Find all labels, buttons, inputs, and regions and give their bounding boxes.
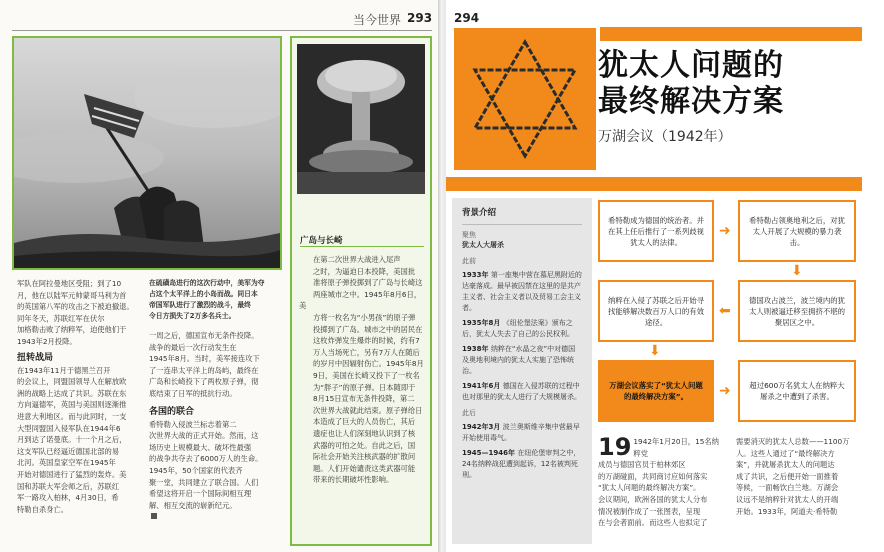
body-column-2 xyxy=(736,436,862,517)
sidebar-line: 本造成了巨大的人员伤亡，其后 xyxy=(313,417,416,427)
column-2-paragraph-2 xyxy=(149,419,279,512)
event-year: 1933年 xyxy=(462,271,491,279)
sidebar-line: 8月15日宣布无条件投降，第二 xyxy=(313,394,415,404)
title-top-bar xyxy=(600,27,862,41)
star-of-david-icon xyxy=(454,28,596,170)
text-line: 方向逼德军，英国与美国则逐渐推 xyxy=(17,400,127,410)
event-text: 德国在入侵苏联的过程中也对那里的犹太人进行了大规模屠杀。 xyxy=(462,382,581,401)
text-line: 在与会者面前。而这些人也拟定了 xyxy=(598,518,708,528)
subtitle: 万湖会议（1942年） xyxy=(598,129,732,145)
before-label: 此前 xyxy=(462,257,476,265)
text-line: 进意大利地区。而与此同时，一支 xyxy=(17,411,127,421)
text-line: 的万湖碰面，共同商讨应如何落实 xyxy=(598,471,708,481)
flow-box-4: 纳粹在入侵了苏联之后开始寻找能够解决数百万人口的有效途径。 xyxy=(598,280,714,342)
star-of-david-box xyxy=(454,28,596,170)
text-line: 在1943年11月于德黑兰召开 xyxy=(17,365,111,375)
text-line: 底结束了日军的抵抗行动。 xyxy=(149,388,237,398)
focus-label: 聚焦 xyxy=(462,231,476,239)
text-line: 这支军队已经逼近德国北部的易 xyxy=(17,446,120,456)
iwo-jima-photo xyxy=(12,36,282,270)
text-line: 广岛和长崎投下了两枚原子弹，彻 xyxy=(149,377,259,387)
sidebar-line: 遗症也让人们深刻地认识到了核 xyxy=(313,428,416,438)
text-line: 洲的战略上达成了共识。苏联在东 xyxy=(17,388,127,398)
page-title xyxy=(598,48,784,120)
caption-line: 占这个太平洋上的小岛而战。同日本 xyxy=(149,290,258,298)
event-text: 在纽伦堡审判之中，24名纳粹战犯遭到起诉，12名被判死刑。 xyxy=(462,449,581,479)
text-line: 大型同盟国入侵军队在1944年6 xyxy=(17,423,121,433)
end-mark-icon xyxy=(151,513,157,519)
body-column-1 xyxy=(598,433,724,529)
sidebar-line: 9日，美国在长崎又投下了一枚名 xyxy=(313,370,420,380)
sidebar-line: 题。人们开始谴责这类武器可能 xyxy=(313,463,416,473)
event-year: 1938年 xyxy=(462,345,491,353)
text-line: 一周之后，德国宣布无条件投降。 xyxy=(149,331,259,340)
text-line: 希望这将开启一个国际间相互理 xyxy=(149,489,252,499)
drop-cap: 19 xyxy=(598,433,632,461)
column-2 xyxy=(149,330,279,523)
sidebar-line: 万人当场死亡，另有7万人在随后 xyxy=(313,347,420,357)
text-line: 情况被制作成了一张图表，呈现 xyxy=(598,506,701,516)
sidebar-line: 次世界大战就此结束。原子弹给日 xyxy=(313,405,423,415)
text-line: 希特勒入侵波兰标志着第二 xyxy=(149,419,237,429)
right-page xyxy=(446,0,884,552)
timeline-event xyxy=(462,270,582,314)
event-year: 1942年3月 xyxy=(462,423,503,431)
text-line: 案”，并就屠杀犹太人的问题达 xyxy=(736,460,835,470)
text-line: 需要消灭的犹太人总数——1100万 xyxy=(736,437,850,446)
text-line: 人。这些人通过了“最终解决方 xyxy=(736,448,835,458)
event-text: 《纽伦堡法案》颁布之后，犹太人失去了自己的公民权利。 xyxy=(462,319,574,338)
iwo-jima-photo-image xyxy=(14,38,280,268)
column-2-paragraph-1 xyxy=(149,330,279,400)
sidebar-line: 带来的长期破坏性影响。 xyxy=(313,475,394,485)
caption-line: 在硫磺岛进行的这次行动中，美军为夺 xyxy=(149,279,265,287)
page-gutter xyxy=(438,0,446,552)
header-rule xyxy=(12,30,432,31)
orange-divider xyxy=(446,177,862,191)
text-line: 军一路攻入柏林，4月30日，希 xyxy=(17,493,119,503)
text-line: 的战争共夺去了6000万人的生命。 xyxy=(149,454,263,464)
text-line: 军队在阿拉曼地区受阻；到了10 xyxy=(17,279,122,288)
caption-line: 帝国军队进行了激烈的战斗，最终 xyxy=(149,301,251,309)
column-1-body xyxy=(17,365,139,516)
heading-allied-union: 各国的联合 xyxy=(149,406,195,417)
sidebar-line: 准将原子弹投掷到了广岛与长崎这 xyxy=(313,278,423,288)
flow-box-5: 万湖会议落实了“犹太人问题的最终解决方案”。 xyxy=(598,360,714,422)
sidebar-line: 为“胖子”的原子弹。日本随即于 xyxy=(313,382,416,392)
text-line: 成了共识，之后便开始一面推着 xyxy=(736,471,839,481)
event-year: 1935年8月 xyxy=(462,319,503,327)
column-1 xyxy=(17,278,139,515)
text-line: 国和苏联大军会师之后，苏联红 xyxy=(17,481,120,491)
timeline-event xyxy=(462,422,582,444)
sidebar-line: 方将一枚名为“小男孩”的原子弹 xyxy=(313,312,416,322)
text-line: 解、相互交流的崭新纪元。 xyxy=(149,500,237,510)
sidebar-title: 广岛与长崎 xyxy=(300,236,343,246)
text-line: 成员与德国官员于柏林郊区 xyxy=(598,460,686,470)
sidebar-line: 际社会开始关注核武器的扩散问 xyxy=(313,452,416,462)
before-list xyxy=(462,270,582,403)
column-1-intro xyxy=(17,278,139,348)
background-panel xyxy=(452,198,592,544)
timeline-event xyxy=(462,344,582,377)
event-year: 1945—1946年 xyxy=(462,449,518,457)
flow-box-1: 希特勒成为德国的统治者。并在其上任后推行了一系列歧视犹太人的法律。 xyxy=(598,200,714,262)
arrow-down-icon: ⬇ xyxy=(791,263,803,279)
arrow-right-icon-2: ➜ xyxy=(719,383,731,399)
section-header: 当今世界 xyxy=(353,13,402,27)
photo-caption xyxy=(149,278,279,322)
text-line: 场历史上规模最大、破坏性最强 xyxy=(149,442,252,452)
text-line: 战争的最后一次行动发生在 xyxy=(149,342,237,352)
body-column-2-text xyxy=(736,436,862,517)
text-line: 1942年1月20日，15名纳粹党 xyxy=(633,437,719,458)
sidebar-line: 两座城市之中。1945年8月6日，美 xyxy=(299,289,422,311)
sidebar-text xyxy=(299,254,425,486)
flow-box-3: 德国攻占波兰，波兰境内的犹太人则被逼迁移至拥挤不堪的聚居区之中。 xyxy=(738,280,856,342)
sidebar-line: 投掷到了广岛。城市之中的居民在 xyxy=(313,324,423,334)
text-line: “犹太人问题的最终解决方案”。 xyxy=(598,483,701,493)
text-line: 议远不是纳粹针对犹太人的开端 xyxy=(736,494,839,504)
text-line: 1945年，50个国家的代表齐 xyxy=(149,465,243,475)
text-line: 了一连串太平洋上的岛屿，最终在 xyxy=(149,365,259,375)
event-text: 纳粹在“水晶之夜”中对德国及奥地利境内的犹太人实施了恐怖统治。 xyxy=(462,345,576,375)
sidebar-line: 之时，为逼迫日本投降，美国批 xyxy=(313,266,416,276)
text-line: 1945年8月。当时，美军接连攻下 xyxy=(149,354,260,364)
arrow-right-icon: ➜ xyxy=(719,223,731,239)
arrow-left-icon: ⬅ xyxy=(719,303,731,319)
text-line: 开始。1933年，阿道夫·希特勒 xyxy=(736,506,838,516)
timeline-event xyxy=(462,381,582,403)
text-line: 特勒自杀身亡。 xyxy=(17,504,69,514)
text-line: 的英国第八军的攻击之下被迫撤退。 xyxy=(17,302,134,312)
hiroshima-nagasaki-sidebar xyxy=(290,36,432,546)
mushroom-cloud-photo xyxy=(297,44,425,194)
text-line: 北河。英国皇家空军在1945年 xyxy=(17,458,116,468)
text-line: 次世界大战的正式开始。然而，这 xyxy=(149,431,259,441)
background-rule xyxy=(462,224,582,225)
background-title: 背景介绍 xyxy=(462,208,497,218)
title-line-1: 犹太人问题的 xyxy=(598,48,784,83)
sidebar-line: 在第二次世界大战进入尾声 xyxy=(313,255,401,264)
text-line: 会议期间，欧洲各国的犹太人分布 xyxy=(598,494,708,504)
caption-line: 令日方损失了2万多名兵士。 xyxy=(149,312,236,320)
event-year: 1941年6月 xyxy=(462,382,503,390)
timeline-event xyxy=(462,318,582,340)
heading-turning-point: 扭转战局 xyxy=(17,352,54,363)
arrow-down-icon-2: ⬇ xyxy=(649,343,661,359)
text-line: 月，他在以陆军元帅蒙哥马利为首 xyxy=(17,290,127,300)
text-line: 开始对德国进行了猛烈的轰炸。美 xyxy=(17,469,127,479)
sidebar-line: 的岁月中因辐射伤亡。1945年8月 xyxy=(313,359,424,369)
event-text: 第一座集中营在慕尼黑附近的达豪落成。最早被囚禁在这里的是共产主义者、社会主义者以及贸易工会主义者。 xyxy=(462,271,582,312)
after-list xyxy=(462,422,582,481)
flow-box-2: 希特勒占领奥地利之后，对犹太人开展了大规模的暴力袭击。 xyxy=(738,200,856,262)
page-number: 293 xyxy=(407,11,433,25)
sidebar-rule xyxy=(300,246,424,247)
text-line: 同年冬天，苏联红军在伏尔 xyxy=(17,313,105,323)
after-label: 此后 xyxy=(462,409,476,417)
text-line: 聚一堂，共同建立了联合国。人们 xyxy=(149,477,259,487)
text-line: 月到达了诺曼底。十一个月之后， xyxy=(17,435,127,445)
text-line: 1943年2月投降。 xyxy=(17,336,77,346)
text-line: 加格勒击败了纳粹军，迫使他们于 xyxy=(17,325,127,335)
text-line: 的会议上，同盟国领导人在解放欧 xyxy=(17,377,127,387)
timeline-event xyxy=(462,448,582,481)
page-number-right: 294 xyxy=(454,11,480,25)
event-text: 波兰奥斯维辛集中营最早开始使用毒气。 xyxy=(462,423,580,442)
title-line-2: 最终解决方案 xyxy=(598,84,784,119)
sidebar-line: 武器的可怕之处。自此之后，国 xyxy=(313,440,416,450)
left-page xyxy=(0,0,438,552)
text-line: 等候，一面畅饮白兰地。万湖会 xyxy=(736,483,839,493)
sidebar-line: 这枚炸弹发生爆炸的时候，约有7 xyxy=(313,336,420,346)
flow-box-6: 超过600万名犹太人在纳粹大屠杀之中遭到了杀害。 xyxy=(738,360,856,422)
focus-value: 犹太人大屠杀 xyxy=(462,241,504,249)
